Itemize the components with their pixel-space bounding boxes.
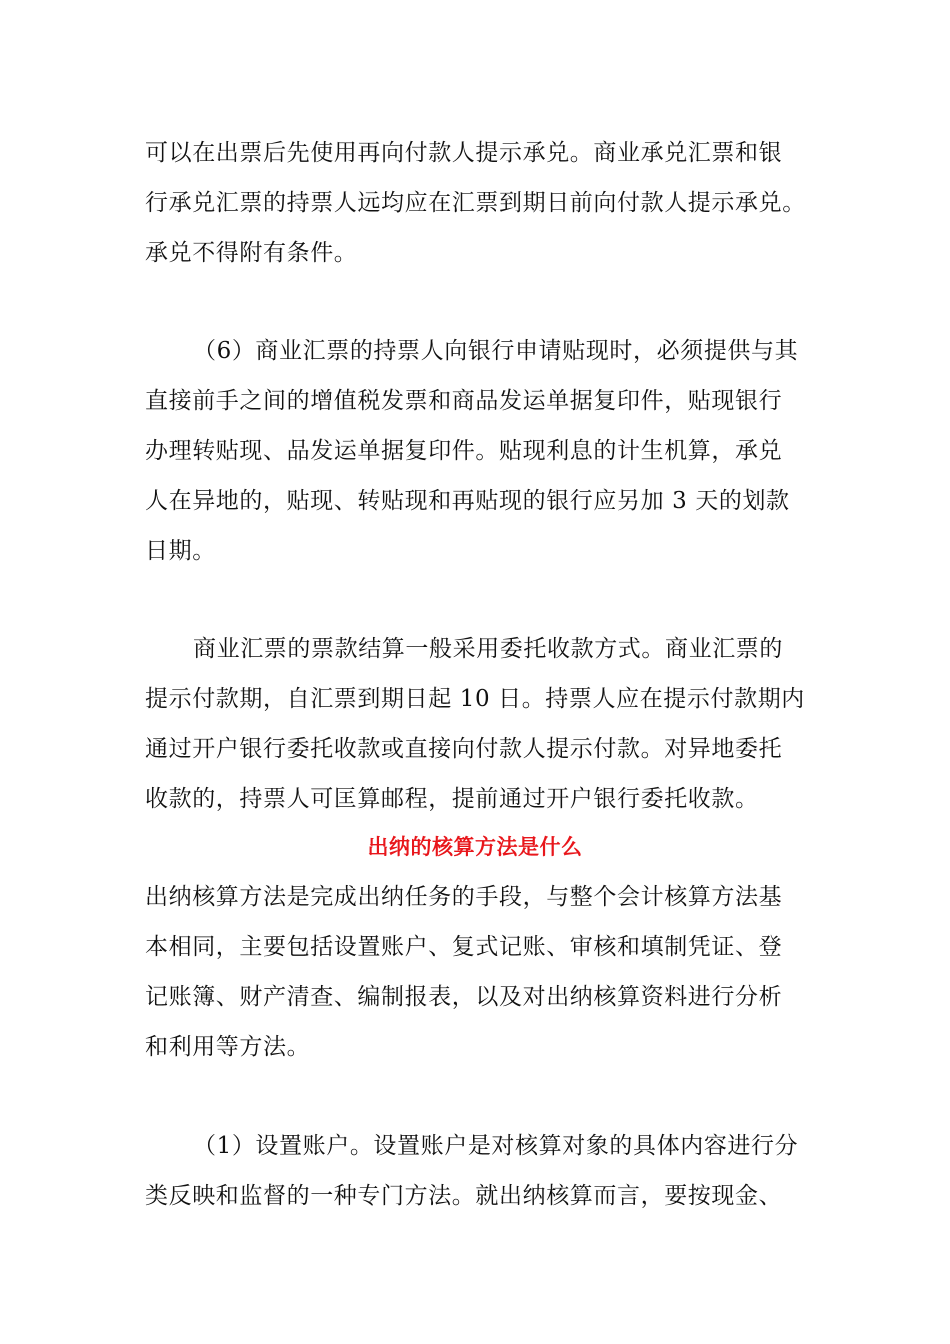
paragraph-line: 人在异地的，贴现、转贴现和再贴现的银行应另加 3 天的划款	[145, 488, 790, 514]
paragraph-line: 收款的，持票人可匡算邮程，提前通过开户银行委托收款。	[145, 786, 759, 812]
paragraph-line: 办理转贴现、品发运单据复印件。贴现利息的计生机算，承兑	[145, 438, 783, 464]
paragraph-line: （1）设置账户。设置账户是对核算对象的具体内容进行分	[193, 1133, 799, 1159]
paragraph-line: 和利用等方法。	[145, 1034, 311, 1060]
paragraph-line: （6）商业汇票的持票人向银行申请贴现时，必须提供与其	[193, 338, 799, 364]
paragraph-line: 行承兑汇票的持票人远均应在汇票到期日前向付款人提示承兑。	[145, 190, 806, 216]
paragraph-line: 通过开户银行委托收款或直接向付款人提示付款。对异地委托	[145, 736, 783, 762]
section-heading: 出纳的核算方法是什么	[367, 834, 583, 859]
paragraph-line: 承兑不得附有条件。	[145, 240, 358, 266]
paragraph-line: 记账簿、财产清查、编制报表，以及对出纳核算资料进行分析	[145, 984, 783, 1010]
paragraph-line: 类反映和监督的一种专门方法。就出纳核算而言，要按现金、	[145, 1183, 783, 1209]
paragraph-line: 可以在出票后先使用再向付款人提示承兑。商业承兑汇票和银	[145, 140, 783, 166]
paragraph-line: 直接前手之间的增值税发票和商品发运单据复印件，贴现银行	[145, 388, 783, 414]
paragraph-line: 提示付款期，自汇票到期日起 10 日。持票人应在提示付款期内	[145, 686, 805, 712]
paragraph-line: 出纳核算方法是完成出纳任务的手段，与整个会计核算方法基	[145, 884, 783, 910]
paragraph-line: 本相同，主要包括设置账户、复式记账、审核和填制凭证、登	[145, 934, 783, 960]
paragraph-line: 日期。	[145, 538, 216, 564]
paragraph-line: 商业汇票的票款结算一般采用委托收款方式。商业汇票的	[193, 636, 783, 662]
